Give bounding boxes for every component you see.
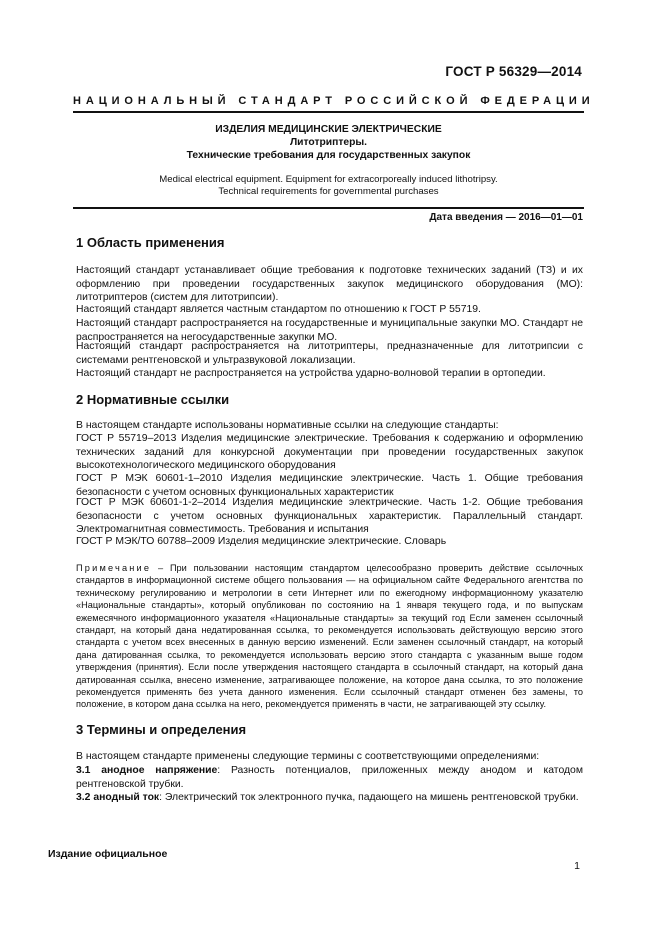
normative-reference-2-text: ГОСТ Р МЭК 60601-1–2010 Изделия медицинские электрические. Часть 1. Общие требования безопасности с учетом основных функциональных характеристик (76, 473, 583, 498)
title-en-line2: Technical requirements for governmental purchases (218, 186, 439, 197)
section-1-paragraph-4-text: Настоящий стандарт распространяется на литотриптеры, предназначенные для литотрипсии с системами рентгеновской и ультразвуковой локализации. (76, 341, 583, 366)
national-standard-banner: НАЦИОНАЛЬНЫЙ СТАНДАРТ РОССИЙСКОЙ ФЕДЕРАЦИИ (73, 95, 595, 107)
section-1-paragraph-1 (76, 264, 583, 305)
normative-reference-4 (76, 535, 583, 549)
normative-reference-3 (76, 496, 583, 537)
normative-reference-1 (76, 432, 583, 473)
section-1-paragraph-2 (76, 303, 583, 317)
term-3-2 (76, 791, 583, 805)
section-1-paragraph-1-text: Настоящий стандарт устанавливает общие требования к подготовке технических заданий (ТЗ) и их оформлению при проведении государственных закупок медицинского оборудования (МО): литотриптеров (систем для литотрипсии). (76, 265, 583, 304)
normative-reference-3-text: ГОСТ Р МЭК 60601-1-2–2014 Изделия медицинские электрические. Часть 1-2. Общие требования безопасности с учетом основных функциональных характеристик. Параллельный стандарт. Электромагнитная совместимость. Требования и испытания (76, 497, 583, 536)
section-2-intro-text: В настоящем стандарте использованы нормативные ссылки на следующие стандарты: (76, 420, 499, 431)
term-3-1-definition: : Разность потенциалов, приложенных между анодом и катодом рентгеновской трубки. (76, 765, 583, 790)
note-label: Примечание (76, 563, 152, 573)
section-1-paragraph-5 (76, 367, 583, 381)
section-2-heading: 2 Нормативные ссылки (76, 392, 230, 407)
title-rule (73, 207, 584, 209)
section-3-heading: 3 Термины и определения (76, 722, 247, 737)
section-1-paragraph-4 (76, 340, 583, 367)
term-3-1 (76, 764, 583, 791)
section-3-intro (76, 750, 583, 764)
normative-reference-1-text: ГОСТ Р 55719–2013 Изделия медицинские электрические. Требования к содержанию и оформлению технических заданий для конкурсной документации при проведении государственных закупок высокотехнологического медицинского оборудования (76, 433, 583, 472)
references-note (76, 562, 583, 711)
introduction-date: Дата введения — 2016—01—01 (429, 212, 583, 223)
term-3-2-definition: : Электрический ток электронного пучка, падающего на мишень рентгеновской трубки. (159, 792, 579, 803)
title-en-line1: Medical electrical equipment. Equipment for extracorporeally induced lithotripsy. (159, 174, 498, 185)
section-1-paragraph-5-text: Настоящий стандарт не распространяется на устройства ударно-волновой терапии в ортопедии. (76, 368, 546, 379)
section-1-paragraph-3-text: Настоящий стандарт распространяется на государственные и муниципальные закупки МО. Стандарт не распространяется на негосударственные закупки МО. (76, 318, 583, 343)
note-text: – При пользовании настоящим стандартом целесообразно проверить действие ссылочных стандартов в информационной системе общего пользования — на официальном сайте Федерального агентства по техническому регулированию и метрологии в сети Интернет или по ежегодному информационному указателю «Национальные стандарты», который опубликован по состоянию на 1 января текущего года, и по выпускам ежемесячного информационного указателя «Национальные стандарты» за текущий год Если заменен ссылочный стандарт, на который дана недатированная ссылка, то рекомендуется использовать действующую версию этого стандарта с учетом всех внесенных в данную версию изменений. Если заменен ссылочный стандарт, на который дана датированная ссылка, то рекомендуется использовать версию этого стандарта с указанным выше годом утверждения (принятия). Если после утверждения настоящего стандарта в ссылочный стандарт, на который дана датированная ссылка, внесено изменение, затрагивающее положение, на которое дана ссылка, то это положение рекомендуется применять без учета данного изменения. Если ссылочный стандарт отменен без замены, то положение, в котором дана ссылка на него, рекомендуется применять в части, не затрагивающей эту ссылку. (76, 563, 583, 710)
section-3-intro-text: В настоящем стандарте применены следующие термины с соответствующими определениями: (76, 751, 540, 762)
section-1-paragraph-2-text: Настоящий стандарт является частным стандартом по отношению к ГОСТ Р 55719. (76, 304, 481, 315)
page-number: 1 (574, 860, 580, 872)
normative-reference-4-text: ГОСТ Р МЭК/ТО 60788–2009 Изделия медицинские электрические. Словарь (76, 536, 447, 547)
title-ru-line1: ИЗДЕЛИЯ МЕДИЦИНСКИЕ ЭЛЕКТРИЧЕСКИЕ (215, 124, 442, 135)
official-edition-label: Издание официальное (48, 848, 168, 860)
standard-designation: ГОСТ Р 56329—2014 (445, 64, 582, 79)
term-3-2-name: 3.2 анодный ток (76, 792, 160, 803)
title-ru-line3: Технические требования для государственных закупок (186, 150, 471, 161)
top-rule (73, 111, 584, 113)
section-1-heading: 1 Область применения (76, 235, 225, 250)
title-ru-line2: Литотриптеры. (289, 137, 368, 148)
section-2-intro (76, 419, 583, 433)
term-3-1-name: 3.1 анодное напряжение (76, 765, 218, 776)
